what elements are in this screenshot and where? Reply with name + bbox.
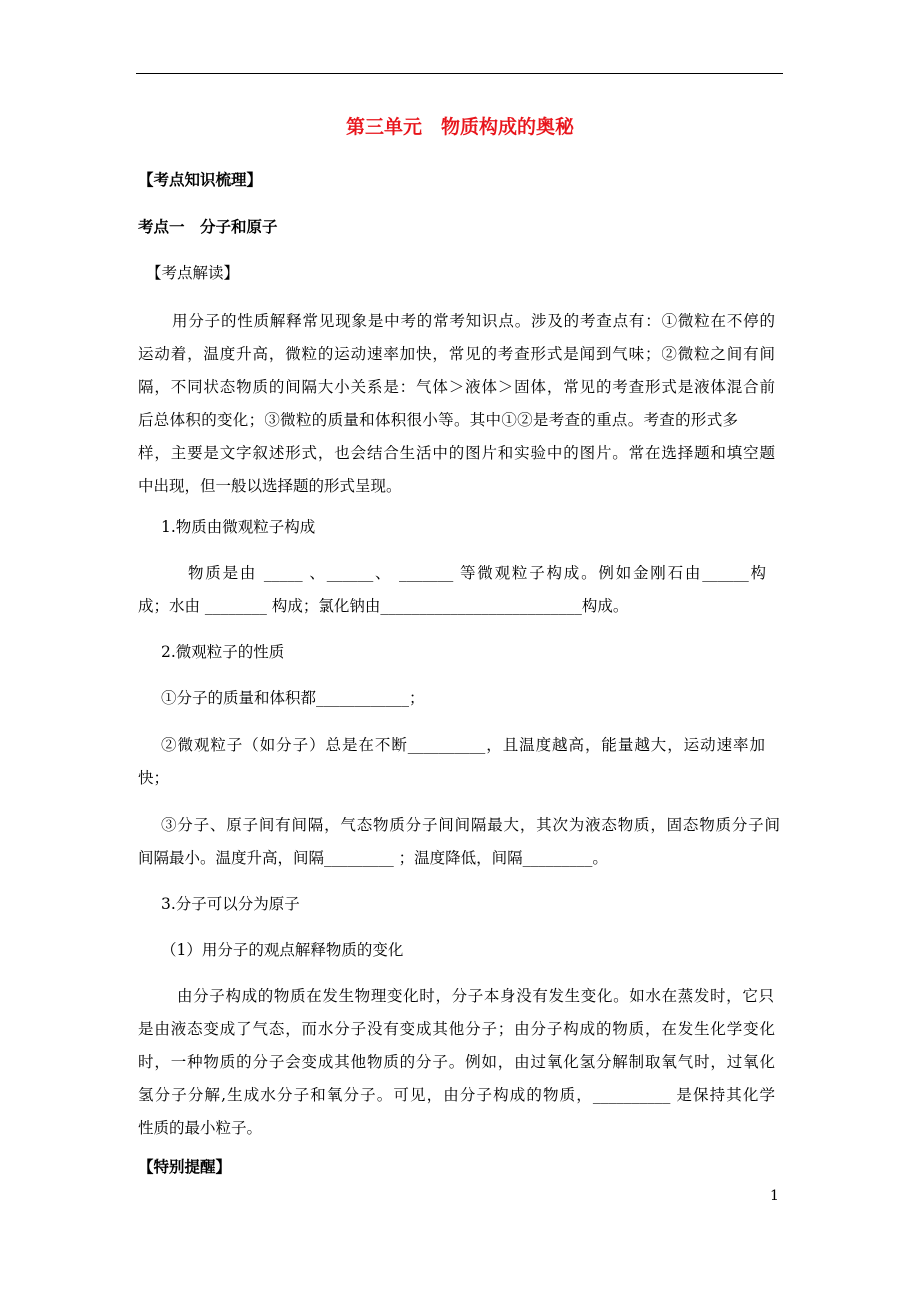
paragraph-line: 运动着，温度升高，微粒的运动速率加快，常见的考查形式是闻到气味；②微粒之间有间 [138,345,775,363]
property-item-3: 间隔最小。温度升高，间隔_________ ；温度降低，间隔_________。 [138,849,608,867]
page-number: 1 [770,1188,779,1204]
paragraph-line: 中出现，但一般以选择题的形式呈现。 [138,477,402,495]
paragraph-line: 是由液态变成了气态，而水分子没有变成其他分子；由分子构成的物质，在发生化学变化 [138,1020,775,1038]
fill-blank-line: 成；水由 ________ 构成；氯化钠由__________________________构成。 [138,597,629,615]
section-2-heading: 2.微观粒子的性质 [161,643,285,661]
page-title: 第三单元 物质构成的奥秘 [345,116,574,138]
property-item-3: ③分子、原子间有间隔，气态物质分子间间隔最大，其次为液态物质，固态物质分子间 [161,816,780,834]
paragraph-line: 后总体积的变化；③微粒的质量和体积很小等。其中①②是考查的重点。考查的形式多 [138,411,738,429]
paragraph-line: 性质的最小粒子。 [138,1119,263,1137]
section-heading-review: 【考点知识梳理】 [138,170,263,189]
paragraph-line: 样，主要是文字叙述形式，也会结合生活中的图片和实验中的图片。常在选择题和填空题 [138,444,775,462]
section-heading-point1: 考点一 分子和原子 [138,217,278,236]
header-rule [136,73,783,74]
property-item-2: 快； [138,769,170,787]
property-item-1: ①分子的质量和体积都____________； [161,689,425,707]
paragraph-line: 隔，不同状态物质的间隔大小关系是：气体＞液体＞固体，常见的考查形式是液体混合前 [138,378,775,396]
fill-blank-line: 物质是由 _____ 、______、 _______ 等微观粒子构成。例如金刚石由______构 [188,564,766,582]
property-item-2: ②微观粒子（如分子）总是在不断__________，且温度越高，能量越大，运动速率加 [161,736,765,754]
section-1-heading: 1.物质由微观粒子构成 [161,518,316,536]
section-3-subheading: （1）用分子的观点解释物质的变化 [161,941,404,959]
paragraph-line: 时，一种物质的分子会变成其他物质的分子。例如，由过氧化氢分解制取氧气时，过氧化 [138,1053,775,1071]
paragraph-line: 用分子的性质解释常见现象是中考的常考知识点。涉及的考查点有：①微粒在不停的 [172,312,775,330]
paragraph-line: 由分子构成的物质在发生物理变化时，分子本身没有发生变化。如水在蒸发时，它只 [177,987,774,1005]
subheading-interpret: 【考点解读】 [146,264,240,282]
section-3-heading: 3.分子可以分为原子 [161,895,300,913]
paragraph-line: 氢分子分解,生成水分子和氧分子。可见，由分子构成的物质，__________ 是保持其化学 [138,1086,775,1104]
special-tip-heading: 【特别提醒】 [138,1157,232,1176]
